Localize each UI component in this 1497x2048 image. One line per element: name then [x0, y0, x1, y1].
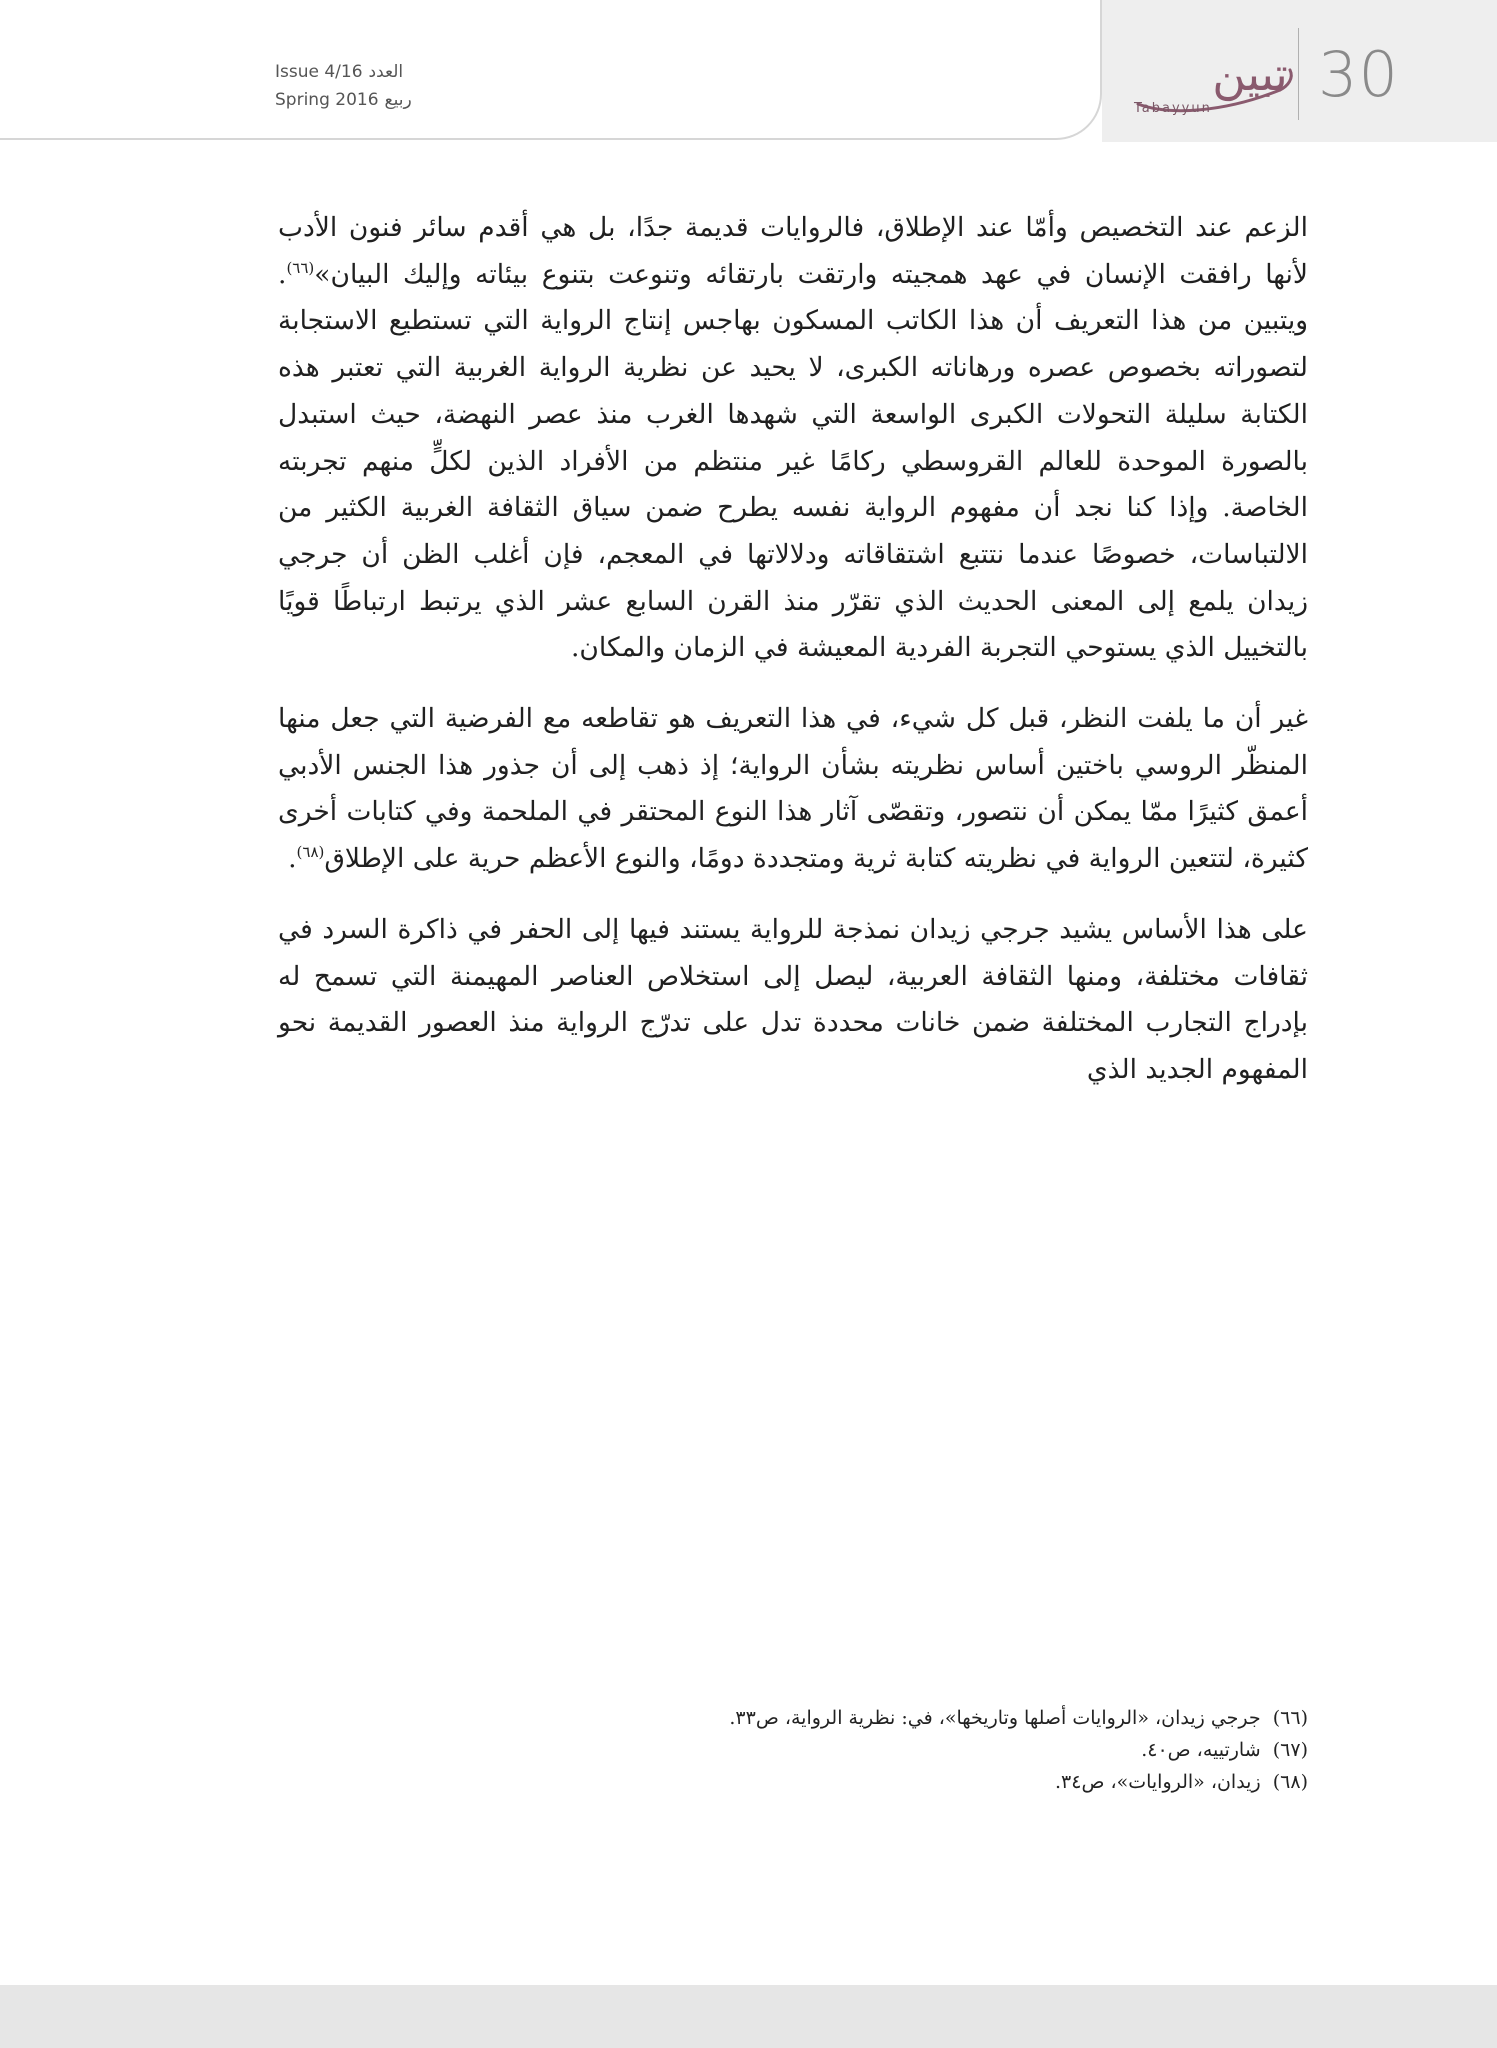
season-ar: ربيع [384, 90, 412, 110]
season-line [275, 86, 412, 114]
footnote-66 [600, 1702, 1308, 1734]
footnote-67 [600, 1734, 1308, 1766]
header-panel [0, 0, 1102, 140]
issue-line [275, 58, 412, 86]
footnote-text: شارتييه، ص٤٠. [1141, 1739, 1261, 1761]
season-en: Spring 2016 [275, 90, 379, 110]
footnote-number: (٦٦) [1272, 1707, 1308, 1729]
footnote-number: (٦٧) [1272, 1739, 1308, 1761]
paragraph-text: . [288, 843, 297, 875]
footnote-ref-67[interactable]: (٦٨) [296, 843, 325, 862]
issue-label-ar: العدد [368, 62, 404, 82]
paragraph-text: . ويتبين من هذا التعريف أن هذا الكاتب المسكون بهاجس إنتاج الرواية التي تستطيع الاستجابة لتصوراته بخصوص عصره ورهاناته الكبرى، لا يحيد عن نظرية الرواية الغربية التي تعتبر هذه الكتابة سليلة التحولات الكبرى الواسعة التي شهدها الغرب منذ عصر النهضة، حيث استبدل بالصورة الموحدة للعالم القروسطي ركامًا غير منتظم من الأفراد الذين لكلٍّ منهم تجربته الخاصة. وإذا كنا نجد أن مفهوم الرواية نفسه يطرح ضمن سياق الثقافة الغربية الكثير من الالتباسات، خصوصًا عندما نتتبع اشتقاقاته ودلالاتها في المعجم، فإن أغلب الظن أن جرجي زيدان يلمع إلى المعنى الحديث الذي تقرّر منذ القرن السابع عشر الذي يرتبط ارتباطًا قويًا بالتخييل الذي يستوحي التجربة الفردية المعيشة في الزمان والمكان. [278, 258, 1308, 664]
issue-info [275, 58, 412, 114]
footnote-text: جرجي زيدان، «الروايات أصلها وتاريخها»، في: نظرية الرواية، ص٣٣. [729, 1707, 1261, 1729]
logo-arabic: تبين [1212, 47, 1288, 101]
paragraph-2 [278, 696, 1308, 883]
page-number: 30 [1318, 38, 1399, 111]
issue-label-en: Issue 4/16 [275, 62, 363, 82]
footnote-number: (٦٨) [1272, 1771, 1308, 1793]
paragraph-text: على هذا الأساس يشيد جرجي زيدان نمذجة للرواية يستند فيها إلى الحفر في ذاكرة السرد في ثقافات مختلفة، ومنها الثقافة العربية، ليصل إلى استخلاص العناصر المهيمنة التي تسمح له بإدراج التجارب المختلفة ضمن خانات محددة تدل على تدرّج الرواية منذ العصور القديمة نحو المفهوم الجديد الذي [278, 913, 1308, 1085]
paragraph-1 [278, 205, 1308, 672]
footnotes [600, 1702, 1308, 1798]
footer-band [0, 1985, 1497, 2048]
header-divider [1298, 28, 1299, 120]
paragraph-3 [278, 907, 1308, 1094]
footnote-ref-66[interactable]: (٦٦) [286, 258, 315, 277]
footnote-68 [600, 1766, 1308, 1798]
logo-latin: Tabayyun [1134, 101, 1212, 116]
paragraph-text: الزعم عند التخصيص وأمّا عند الإطلاق، فالروايات قديمة جدًا، بل هي أقدم سائر فنون الأدب لأنها رافقت الإنسان في عهد همجيته وارتقت بارتقائه وتنوعت بتنوع بيئاته وإليك البيان» [278, 212, 1308, 290]
footnote-text: زيدان، «الروايات»، ص٣٤. [1054, 1771, 1261, 1793]
article-body [278, 205, 1308, 1118]
paragraph-text: غير أن ما يلفت النظر، قبل كل شيء، في هذا التعريف هو تقاطعه مع الفرضية التي جعل منها المنظّر الروسي باختين أساس نظريته بشأن الرواية؛ إذ ذهب إلى أن جذور هذا الجنس الأدبي أعمق كثيرًا ممّا يمكن أن نتصور، وتقصّى آثار هذا النوع المحتقر في الملحمة وفي كتابات أخرى كثيرة، لتتعين الرواية في نظريته كتابة ثرية ومتجددة دومًا، والنوع الأعظم حرية على الإطلاق [278, 703, 1308, 875]
